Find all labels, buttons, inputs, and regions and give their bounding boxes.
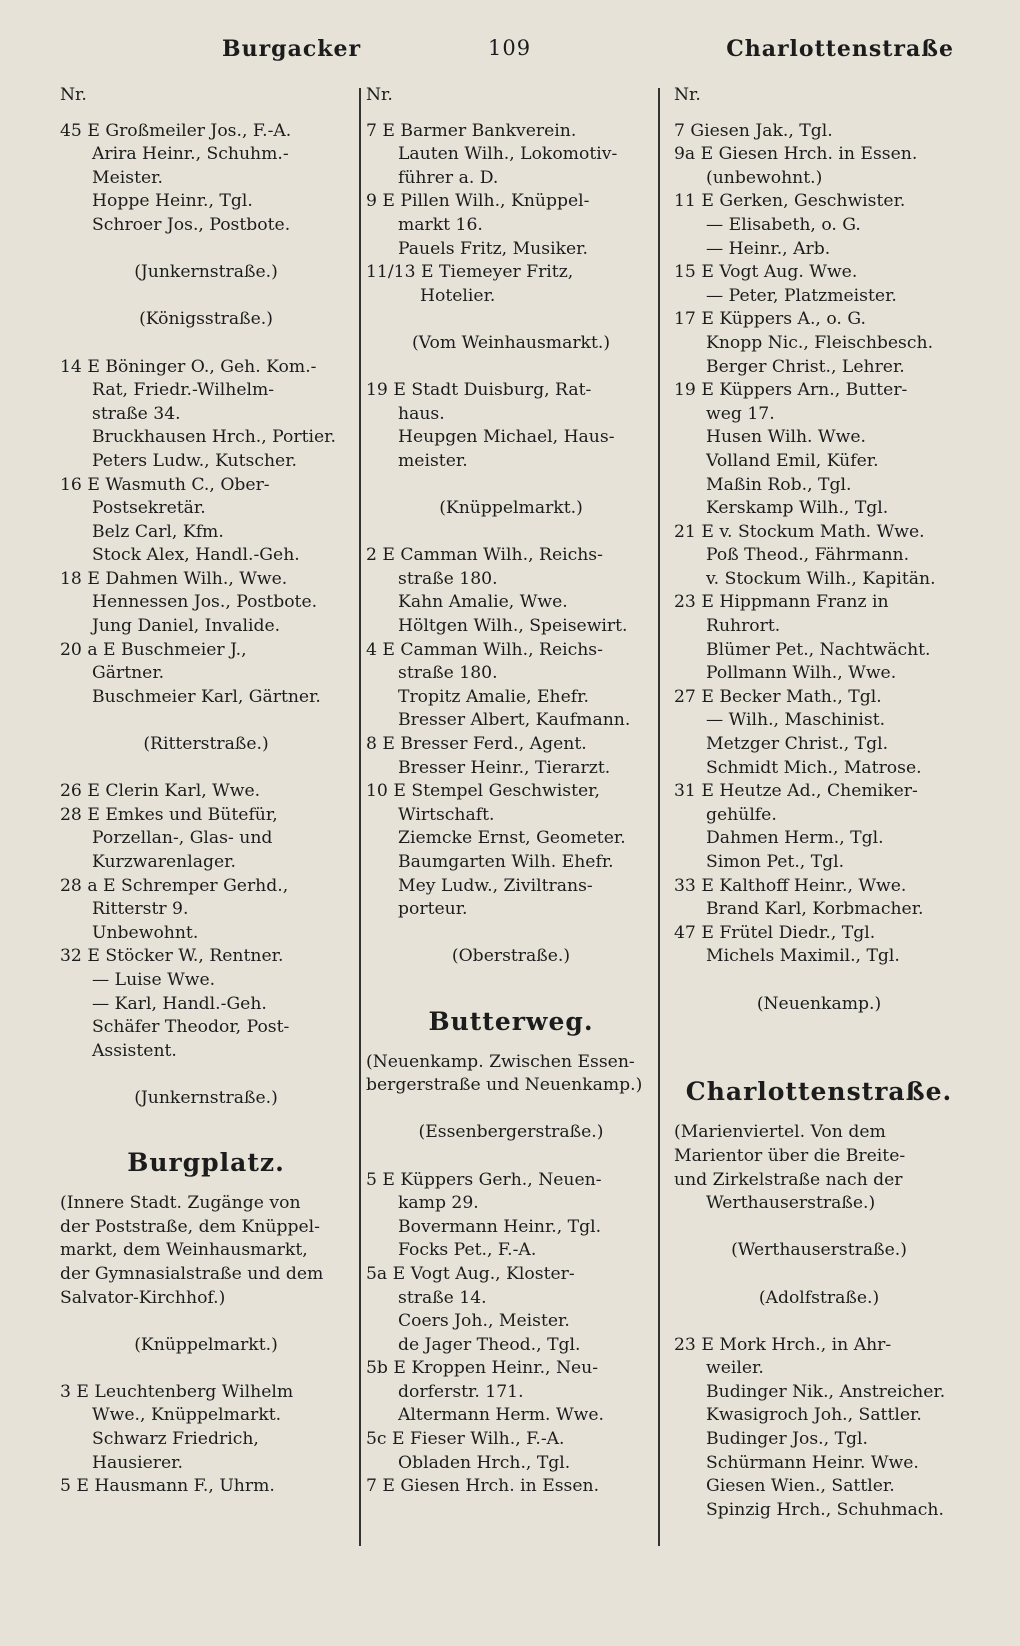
directory-entry-line: 21 E v. Stockum Math. Wwe. bbox=[674, 521, 925, 542]
cross-street-note: (Vom Weinhausmarkt.) bbox=[411, 332, 611, 353]
directory-entry-line: führer a. D. bbox=[398, 167, 499, 188]
directory-entry-line: dorferstr. 171. bbox=[398, 1381, 524, 1402]
cross-street-note: (Ritterstraße.) bbox=[143, 734, 269, 755]
directory-entry-line: 18 E Dahmen Wilh., Wwe. bbox=[60, 568, 288, 589]
spacer bbox=[366, 474, 656, 498]
directory-entry-line: 8 E Bresser Ferd., Agent. bbox=[366, 734, 587, 755]
spacer bbox=[60, 332, 352, 356]
directory-entry-line: 9a E Giesen Hrch. in Essen. bbox=[674, 144, 918, 165]
directory-entry-line: Kwasigroch Joh., Sattler. bbox=[706, 1405, 922, 1426]
directory-entry-line: und Zirkelstraße nach der bbox=[674, 1169, 903, 1190]
directory-entry-line: (Marienviertel. Von dem bbox=[674, 1122, 886, 1143]
directory-entry-line: 14 E Böninger O., Geh. Kom.- bbox=[60, 356, 317, 377]
directory-entry-line: 7 E Barmer Bankverein. bbox=[366, 120, 577, 141]
directory-entry-line: Mey Ludw., Ziviltrans- bbox=[398, 875, 593, 896]
directory-entry-line: Dahmen Herm., Tgl. bbox=[706, 828, 884, 849]
spacer bbox=[674, 1016, 964, 1040]
directory-entry-line: Metzger Christ., Tgl. bbox=[706, 734, 889, 755]
directory-entry-line: Porzellan-, Glas- und bbox=[92, 828, 273, 849]
directory-entry-line: weiler. bbox=[706, 1358, 764, 1379]
directory-entry-line: Husen Wilh. Wwe. bbox=[706, 427, 866, 448]
directory-entry-line: Wirtschaft. bbox=[398, 804, 495, 825]
cross-street-note: (Neuenkamp.) bbox=[756, 993, 882, 1014]
spacer bbox=[366, 922, 656, 946]
directory-entry-line: Kerskamp Wilh., Tgl. bbox=[706, 498, 889, 519]
directory-entry-line: 5 E Küppers Gerh., Neuen- bbox=[366, 1169, 602, 1190]
directory-entry-line: 19 E Stadt Duisburg, Rat- bbox=[366, 380, 592, 401]
directory-entry-line: 20 a E Buschmeier J., bbox=[60, 639, 247, 660]
directory-entry-line: weg 17. bbox=[706, 403, 775, 424]
directory-entry-line: haus. bbox=[398, 403, 445, 424]
directory-entry-line: 47 E Frütel Diedr., Tgl. bbox=[674, 922, 876, 943]
directory-entry-line: Spinzig Hrch., Schuhmach. bbox=[706, 1499, 944, 1520]
spacer bbox=[674, 1310, 964, 1334]
directory-entry-line: 7 Giesen Jak., Tgl. bbox=[674, 120, 833, 141]
directory-entry-line: 23 E Hippmann Franz in bbox=[674, 592, 889, 613]
cross-street-note: (Knüppelmarkt.) bbox=[439, 498, 583, 519]
cross-street-note: (Knüppelmarkt.) bbox=[134, 1334, 278, 1355]
directory-entry-line: markt, dem Weinhausmarkt, bbox=[60, 1240, 308, 1261]
spacer bbox=[674, 1263, 964, 1287]
directory-entry-line: Belz Carl, Kfm. bbox=[92, 521, 224, 542]
directory-entry-line: Meister. bbox=[92, 167, 163, 188]
directory-entry-line: 28 E Emkes und Bütefür, bbox=[60, 804, 278, 825]
directory-entry-line: 11/13 E Tiemeyer Fritz, bbox=[366, 262, 574, 283]
directory-entry-line: Hausierer. bbox=[92, 1452, 183, 1473]
directory-entry-line: Berger Christ., Lehrer. bbox=[706, 356, 905, 377]
directory-entry-line: Hennessen Jos., Postbote. bbox=[92, 592, 318, 613]
running-head-left: Burgacker bbox=[222, 36, 362, 62]
spacer bbox=[60, 238, 352, 262]
directory-entry-line: Schürmann Heinr. Wwe. bbox=[706, 1452, 919, 1473]
directory-entry-line: Blümer Pet., Nachtwächt. bbox=[706, 639, 931, 660]
directory-entry-line: 2 E Camman Wilh., Reichs- bbox=[366, 545, 603, 566]
directory-entry-line: bergerstraße und Neuenkamp.) bbox=[366, 1075, 643, 1096]
directory-entry-line: Hotelier. bbox=[420, 285, 496, 306]
directory-entry-line: — Wilh., Maschinist. bbox=[706, 710, 886, 731]
directory-entry-line: Kahn Amalie, Wwe. bbox=[398, 592, 568, 613]
directory-entry-line: Höltgen Wilh., Speisewirt. bbox=[398, 616, 628, 637]
directory-entry-line: — Karl, Handl.-Geh. bbox=[92, 993, 267, 1014]
directory-entry-line: Altermann Herm. Wwe. bbox=[398, 1405, 604, 1426]
directory-entry-line: Arira Heinr., Schuhm.- bbox=[92, 144, 289, 165]
directory-entry-line: (Innere Stadt. Zugänge von bbox=[60, 1193, 301, 1214]
spacer bbox=[60, 1063, 352, 1087]
number-column-label: Nr. bbox=[674, 85, 701, 105]
spacer bbox=[674, 1040, 964, 1064]
directory-entry-line: Heupgen Michael, Haus- bbox=[398, 427, 615, 448]
spacer bbox=[366, 1098, 656, 1122]
directory-entry-line: straße 180. bbox=[398, 663, 498, 684]
cross-street-note: (Junkernstraße.) bbox=[134, 1087, 278, 1108]
directory-entry-line: v. Stockum Wilh., Kapitän. bbox=[706, 568, 936, 589]
directory-entry-line: gehülfe. bbox=[706, 804, 777, 825]
spacer bbox=[60, 1111, 352, 1135]
spacer bbox=[366, 1145, 656, 1169]
directory-entry-line: straße 180. bbox=[398, 568, 498, 589]
directory-entry-line: 26 E Clerin Karl, Wwe. bbox=[60, 781, 261, 802]
directory-entry-line: Bresser Albert, Kaufmann. bbox=[398, 710, 631, 731]
spacer bbox=[60, 1357, 352, 1381]
directory-entry-line: 7 E Giesen Hrch. in Essen. bbox=[366, 1476, 600, 1497]
directory-entry-line: Simon Pet., Tgl. bbox=[706, 852, 845, 872]
spacer bbox=[366, 356, 656, 380]
directory-entry-line: meister. bbox=[398, 450, 468, 471]
directory-entry-line: Jung Daniel, Invalide. bbox=[92, 616, 281, 637]
directory-entry-line: Brand Karl, Korbmacher. bbox=[706, 899, 924, 920]
directory-entry-line: Rat, Friedr.-Wilhelm- bbox=[92, 380, 275, 401]
cross-street-note: (Adolfstraße.) bbox=[758, 1287, 880, 1308]
directory-entry-line: Kurzwarenlager. bbox=[92, 852, 236, 872]
number-column-label: Nr. bbox=[366, 85, 393, 105]
directory-entry-line: — Heinr., Arb. bbox=[706, 238, 831, 259]
directory-entry-line: Assistent. bbox=[92, 1040, 177, 1061]
directory-entry-line: Marientor über die Breite- bbox=[674, 1145, 906, 1166]
directory-entry-line: straße 34. bbox=[92, 403, 181, 424]
directory-entry-line: — Elisabeth, o. G. bbox=[706, 214, 861, 235]
directory-entry-line: 33 E Kalthoff Heinr., Wwe. bbox=[674, 875, 907, 896]
street-heading: Charlottenstraße. bbox=[685, 1077, 953, 1107]
street-heading: Butterweg. bbox=[428, 1006, 594, 1036]
directory-entry-line: Pauels Fritz, Musiker. bbox=[398, 238, 588, 259]
directory-entry-line: Lauten Wilh., Lokomotiv- bbox=[398, 144, 618, 165]
spacer bbox=[366, 521, 656, 545]
column-divider-2 bbox=[658, 88, 660, 1546]
directory-entry-line: 28 a E Schremper Gerhd., bbox=[60, 875, 289, 896]
page-number: 109 bbox=[488, 36, 532, 60]
directory-entry-line: Poß Theod., Fährmann. bbox=[706, 545, 910, 566]
spacer bbox=[60, 757, 352, 781]
directory-entry-line: Hoppe Heinr., Tgl. bbox=[92, 191, 253, 212]
directory-entry-line: Tropitz Amalie, Ehefr. bbox=[398, 686, 589, 707]
directory-entry-line: Budinger Nik., Anstreicher. bbox=[706, 1381, 946, 1402]
directory-entry-line: Focks Pet., F.-A. bbox=[398, 1240, 537, 1261]
directory-entry-line: 11 E Gerken, Geschwister. bbox=[674, 191, 906, 212]
directory-entry-line: Salvator-Kirchhof.) bbox=[60, 1287, 226, 1308]
directory-entry-line: 5a E Vogt Aug., Kloster- bbox=[366, 1263, 575, 1284]
directory-entry-line: Peters Ludw., Kutscher. bbox=[92, 450, 298, 471]
directory-entry-line: Bruckhausen Hrch., Portier. bbox=[92, 427, 336, 448]
directory-entry-line: Postsekretär. bbox=[92, 498, 206, 519]
directory-entry-line: Michels Maximil., Tgl. bbox=[706, 946, 900, 967]
directory-entry-line: 4 E Camman Wilh., Reichs- bbox=[366, 639, 603, 660]
directory-entry-line: 5b E Kroppen Heinr., Neu- bbox=[366, 1358, 599, 1379]
column-divider-1 bbox=[359, 88, 361, 1546]
directory-entry-line: Unbewohnt. bbox=[92, 922, 199, 943]
directory-entry-line: straße 14. bbox=[398, 1287, 487, 1308]
directory-entry-line: Knopp Nic., Fleischbesch. bbox=[706, 332, 934, 353]
spacer bbox=[674, 1216, 964, 1240]
directory-entry-line: Pollmann Wilh., Wwe. bbox=[706, 663, 897, 684]
directory-entry-line: Coers Joh., Meister. bbox=[398, 1311, 570, 1332]
directory-entry-line: Volland Emil, Küfer. bbox=[706, 450, 879, 471]
directory-entry-line: Wwe., Knüppelmarkt. bbox=[92, 1405, 282, 1426]
directory-entry-line: Schroer Jos., Postbote. bbox=[92, 214, 291, 235]
directory-entry-line: (Neuenkamp. Zwischen Essen- bbox=[366, 1051, 635, 1072]
directory-entry-line: der Poststraße, dem Knüppel- bbox=[60, 1216, 320, 1237]
directory-entry-line: Schäfer Theodor, Post- bbox=[92, 1017, 290, 1038]
cross-street-note: (Oberstraße.) bbox=[451, 946, 571, 967]
spacer bbox=[366, 969, 656, 993]
directory-entry-line: 32 E Stöcker W., Rentner. bbox=[60, 946, 284, 967]
directory-entry-line: Bresser Heinr., Tierarzt. bbox=[398, 757, 611, 778]
directory-entry-line: kamp 29. bbox=[398, 1193, 479, 1214]
directory-entry-line: 23 E Mork Hrch., in Ahr- bbox=[674, 1334, 892, 1355]
directory-entry-line: Ritterstr 9. bbox=[92, 899, 189, 920]
column-3 bbox=[674, 84, 964, 1522]
number-column-label: Nr. bbox=[60, 85, 87, 105]
directory-entry-line: Schmidt Mich., Matrose. bbox=[706, 757, 922, 778]
directory-entry-line: 17 E Küppers A., o. G. bbox=[674, 309, 866, 330]
spacer bbox=[674, 969, 964, 993]
directory-entry-line: 3 E Leuchtenberg Wilhelm bbox=[60, 1381, 294, 1402]
directory-entry-line: 5 E Hausmann F., Uhrm. bbox=[60, 1476, 275, 1497]
directory-entry-line: Gärtner. bbox=[92, 663, 165, 684]
spacer bbox=[366, 308, 656, 332]
directory-entry-line: 10 E Stempel Geschwister, bbox=[366, 781, 600, 802]
directory-entry-line: Bovermann Heinr., Tgl. bbox=[398, 1216, 602, 1237]
directory-entry-line: 27 E Becker Math., Tgl. bbox=[674, 686, 882, 707]
column-2 bbox=[366, 84, 656, 1499]
directory-entry-line: Ziemcke Ernst, Geometer. bbox=[398, 828, 626, 849]
directory-entry-line: 15 E Vogt Aug. Wwe. bbox=[674, 262, 858, 283]
directory-entry-line: 9 E Pillen Wilh., Knüppel- bbox=[366, 191, 590, 212]
directory-entry-line: de Jager Theod., Tgl. bbox=[398, 1334, 581, 1355]
cross-street-note: (Königsstraße.) bbox=[139, 309, 273, 330]
directory-entry-line: porteur. bbox=[398, 899, 468, 920]
directory-entry-line: 31 E Heutze Ad., Chemiker- bbox=[674, 781, 918, 802]
directory-entry-line: 45 E Großmeiler Jos., F.-A. bbox=[60, 120, 292, 141]
directory-entry-line: Buschmeier Karl, Gärtner. bbox=[92, 686, 321, 707]
cross-street-note: (Essenbergerstraße.) bbox=[418, 1122, 604, 1143]
cross-street-note: (Junkernstraße.) bbox=[134, 262, 278, 283]
directory-entry-line: 16 E Wasmuth C., Ober- bbox=[60, 474, 270, 495]
directory-entry-line: 5c E Fieser Wilh., F.-A. bbox=[366, 1429, 565, 1450]
spacer bbox=[60, 1310, 352, 1334]
running-head-right: Charlottenstraße bbox=[726, 36, 954, 62]
directory-entry-line: Ruhrort. bbox=[706, 616, 781, 637]
directory-entry-line: der Gymnasialstraße und dem bbox=[60, 1263, 324, 1284]
spacer bbox=[60, 285, 352, 309]
cross-street-note: (Werthauserstraße.) bbox=[731, 1240, 907, 1261]
directory-entry-line: — Luise Wwe. bbox=[92, 969, 216, 990]
directory-entry-line: Maßin Rob., Tgl. bbox=[706, 474, 852, 495]
spacer bbox=[60, 709, 352, 733]
directory-entry-line: Stock Alex, Handl.-Geh. bbox=[92, 545, 300, 566]
street-heading: Burgplatz. bbox=[127, 1148, 285, 1178]
directory-entry-line: Werthauserstraße.) bbox=[706, 1193, 876, 1214]
directory-entry-line: — Peter, Platzmeister. bbox=[706, 285, 897, 306]
directory-entry-line: (unbewohnt.) bbox=[706, 167, 823, 188]
directory-entry-line: Baumgarten Wilh. Ehefr. bbox=[398, 852, 614, 872]
column-1 bbox=[60, 84, 352, 1499]
directory-entry-line: Giesen Wien., Sattler. bbox=[706, 1476, 895, 1497]
directory-entry-line: Schwarz Friedrich, bbox=[92, 1429, 259, 1450]
directory-entry-line: 19 E Küppers Arn., Butter- bbox=[674, 380, 908, 401]
directory-entry-line: Obladen Hrch., Tgl. bbox=[398, 1452, 571, 1473]
directory-entry-line: Budinger Jos., Tgl. bbox=[706, 1429, 868, 1450]
directory-entry-line: markt 16. bbox=[398, 214, 483, 235]
